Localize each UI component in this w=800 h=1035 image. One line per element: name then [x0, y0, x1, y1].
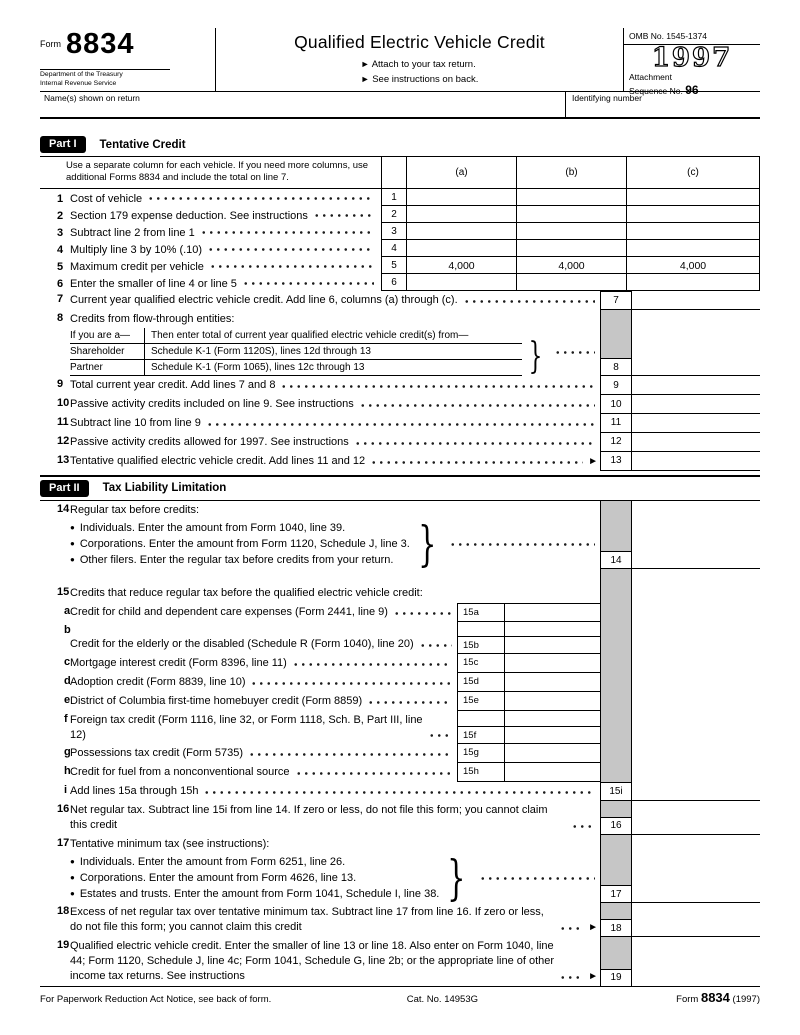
line-15c-row: c Mortgage interest credit (Form 8396, line 11) 15c: [40, 654, 760, 673]
line-17-row: 17 Tentative minimum tax (see instructions):: [40, 835, 760, 854]
shaded-strip: [600, 692, 632, 711]
line-15e-amount[interactable]: [505, 692, 600, 711]
attachment-sequence: Attachment Sequence No. 96: [629, 72, 699, 97]
omb-block: [624, 28, 760, 97]
shaded-strip: [600, 569, 632, 584]
line-3-col-a[interactable]: [407, 223, 517, 240]
line-2-col-c[interactable]: [627, 206, 760, 223]
shaded-strip: [600, 763, 632, 782]
line-7-box: 7: [600, 291, 632, 310]
line-8-box: 8: [601, 358, 631, 375]
part1-header: [40, 134, 760, 157]
line-6-col-c[interactable]: [627, 274, 760, 291]
dotted-leader: [370, 459, 583, 466]
line-9-amount[interactable]: [632, 376, 760, 395]
shaded-strip: [600, 744, 632, 763]
shaded-strip: [600, 501, 632, 520]
form-footer: [40, 987, 760, 1005]
dotted-leader: [419, 642, 452, 649]
shaded-strip: [600, 584, 632, 603]
line-1-col-c[interactable]: [627, 189, 760, 206]
bullet-icon: ●: [70, 857, 75, 867]
name-label: Name(s) shown on return: [44, 93, 140, 103]
dotted-leader: [295, 770, 452, 777]
sequence-number: 96: [685, 82, 699, 97]
line-5-box: 5: [381, 257, 407, 274]
part2-badge: Part II: [40, 480, 89, 497]
bullet-icon: ●: [70, 555, 75, 565]
shaded-strip: [600, 654, 632, 673]
line-9-row: 9 Total current year credit. Add lines 7 and 8 9: [40, 376, 760, 395]
line-8-amount[interactable]: [632, 328, 760, 376]
header-notes: [361, 58, 479, 87]
dotted-leader: [359, 402, 595, 409]
flow-through-table: [70, 328, 522, 376]
line-15e-box: 15e: [457, 692, 505, 711]
line-2-col-a[interactable]: [407, 206, 517, 223]
id-label: Identifying number: [572, 93, 642, 103]
dotted-leader: [248, 751, 452, 758]
line-19-box: 19: [601, 969, 631, 986]
line-15e-row: e District of Columbia first-time homebuyer credit (Form 8859) 15e: [40, 692, 760, 711]
part2-header: [40, 475, 760, 501]
line-1-col-a[interactable]: [407, 189, 517, 206]
bullet-icon: ●: [70, 873, 75, 883]
form-number-block: [40, 28, 215, 91]
line-8-flowthrough-block: [40, 328, 760, 376]
line-3-text: 3 Subtract line 2 from line 1: [40, 223, 381, 240]
line-2-box: 2: [381, 206, 407, 223]
line-16-box-column: [600, 801, 632, 835]
line-5-text: 5 Maximum credit per vehicle: [40, 257, 381, 274]
flow-through-header-row: [70, 328, 522, 344]
arrow-icon: ►: [588, 455, 598, 467]
line-11-amount[interactable]: [632, 414, 760, 433]
line-15i-box: 15i: [600, 782, 632, 801]
spacer-row: [40, 569, 760, 584]
line-15h-row: h Credit for fuel from a nonconventional source 15h: [40, 763, 760, 782]
page-title: Qualified Electric Vehicle Credit: [294, 32, 545, 52]
line-15c-amount[interactable]: [505, 654, 600, 673]
dotted-leader: [559, 974, 583, 981]
line-12-row: 12 Passive activity credits allowed for 1997. See instructions 12: [40, 433, 760, 452]
line-15f-box: 15f: [458, 726, 504, 743]
catalog-number: Cat. No. 14953G: [406, 993, 478, 1005]
line-15d-amount[interactable]: [505, 673, 600, 692]
dotted-leader: [554, 349, 595, 356]
dotted-leader: [207, 246, 374, 253]
line-19-row: 19 Qualified electric vehicle credit. Enter the smaller of line 13 or line 18. Also enter on Form 1040, line 44; Form 1120, Schedule J, line 4c; Form 1041, Schedule G, line 2b; or the appropriate line of other income tax returns. See instructions ► 19: [40, 937, 760, 987]
paperwork-notice: For Paperwork Reduction Act Notice, see back of form.: [40, 993, 272, 1005]
line-15a-amount[interactable]: [505, 603, 600, 622]
line-10-row: 10 Passive activity credits included on line 9. See instructions 10: [40, 395, 760, 414]
column-c-header: (c): [627, 157, 760, 189]
line-6-text: 6 Enter the smaller of line 4 or line 5: [40, 274, 381, 291]
shareholder-row: Shareholder Schedule K-1 (Form 1120S), lines 12d through 13: [70, 344, 522, 360]
line-5-col-c[interactable]: 4,000: [627, 257, 760, 274]
line-13-amount[interactable]: [632, 452, 760, 471]
dotted-leader: [147, 195, 374, 202]
line-4-text: 4 Multiply line 3 by 10% (.10): [40, 240, 381, 257]
dotted-leader: [206, 421, 595, 428]
table-instructions: Use a separate column for each vehicle. If you need more columns, use additional Forms 8834 and include the total on line 7.: [40, 157, 381, 189]
arrow-icon: ►: [588, 970, 598, 982]
dotted-leader: [354, 440, 595, 447]
line-16-box: 16: [601, 817, 631, 834]
line-8-box-column: [600, 328, 632, 376]
line-13-box: 13: [600, 452, 632, 471]
line-11-row: 11 Subtract line 10 from line 9 11: [40, 414, 760, 433]
line-15a-row: a Credit for child and dependent care expenses (Form 2441, line 9) 15a: [40, 603, 760, 622]
line-5-col-a[interactable]: 4,000: [407, 257, 517, 274]
shaded-strip: [600, 835, 632, 854]
line-13-row: 13 Tentative qualified electric vehicle credit. Add lines 11 and 12 ► 13: [40, 452, 760, 471]
arrow-icon: ►: [360, 73, 370, 84]
instructions-note: ► See instructions on back.: [360, 73, 479, 85]
shaded-strip: [600, 711, 632, 745]
line-3-col-b[interactable]: [517, 223, 627, 240]
part1-badge: Part I: [40, 136, 86, 153]
vehicle-columns-table: [40, 157, 760, 291]
line-15-row: 15 Credits that reduce regular tax before the qualified electric vehicle credit:: [40, 584, 760, 603]
dept-line2: Internal Revenue Service: [40, 80, 117, 88]
shaded-strip: [600, 603, 632, 622]
dotted-leader: [479, 875, 595, 882]
line-14-amount[interactable]: [632, 519, 760, 569]
form-number: 8834: [66, 28, 135, 60]
footer-form-id: Form 8834 (1997): [676, 989, 760, 1005]
part1-title: Tentative Credit: [99, 138, 186, 151]
dotted-leader: [250, 680, 452, 687]
line-4-col-a[interactable]: [407, 240, 517, 257]
partner-row: Partner Schedule K-1 (Form 1065), lines 12c through 13: [70, 360, 522, 376]
bullet-icon: ●: [70, 539, 75, 549]
line-15c-box: 15c: [457, 654, 505, 673]
dotted-leader: [242, 280, 374, 287]
line-15i-row: i Add lines 15a through 15h 15i: [40, 782, 760, 801]
line-16-row: 16 Net regular tax. Subtract line 15i from line 14. If zero or less, do not file this form; you cannot claim this credit 16: [40, 801, 760, 835]
line-10-box: 10: [600, 395, 632, 414]
line-1-text: 1 Cost of vehicle: [40, 189, 381, 206]
line-15g-amount[interactable]: [505, 744, 600, 763]
line-number-column-header: [381, 157, 407, 189]
line-15b-amount[interactable]: [505, 622, 600, 654]
line-15b-box: 15b: [458, 636, 504, 653]
line-15f-amount[interactable]: [505, 711, 600, 745]
line-6-box: 6: [381, 274, 407, 291]
line-7-row: 7 Current year qualified electric vehicle credit. Add line 6, columns (a) through (c). 7: [40, 291, 760, 310]
dotted-leader: [393, 610, 452, 617]
dotted-leader: [367, 699, 452, 706]
line-2-col-b[interactable]: [517, 206, 627, 223]
line-5-col-b[interactable]: 4,000: [517, 257, 627, 274]
dotted-leader: [559, 925, 583, 932]
line-19-box-column: [600, 937, 632, 986]
dotted-leader: [209, 263, 374, 270]
line-1-col-b[interactable]: [517, 189, 627, 206]
omb-number: OMB No. 1545-1374: [624, 28, 760, 45]
line-15b-row: b Credit for the elderly or the disabled (Schedule R (Form 1040), line 20) 15b: [40, 622, 760, 654]
line-3-box: 3: [381, 223, 407, 240]
column-b-header: (b): [517, 157, 627, 189]
dotted-leader: [463, 298, 595, 305]
line-15a-box: 15a: [457, 603, 505, 622]
department-block: [40, 69, 170, 89]
line-15d-box: 15d: [457, 673, 505, 692]
identifying-number-field[interactable]: [565, 92, 760, 117]
column-a-header: (a): [407, 157, 517, 189]
shaded-strip: [600, 622, 632, 654]
line-17-bullets-block: ● Individuals. Enter the amount from Form 6251, line 26. ● Corporations. Enter the amount from Form 4626, line 13. ● Estates and trusts. Enter the amount from Form 1041, Schedule I, line 38. } 17: [40, 853, 760, 903]
tax-year: 1997: [651, 43, 733, 73]
dotted-leader: [200, 229, 374, 236]
line-17-amount[interactable]: [632, 853, 760, 903]
line-4-col-b[interactable]: [517, 240, 627, 257]
line-18-box: 18: [601, 919, 631, 936]
shaded-strip: [600, 310, 632, 329]
line-7-amount[interactable]: [632, 291, 760, 310]
line-6-col-b[interactable]: [517, 274, 627, 291]
dotted-leader: [428, 732, 452, 739]
line-19-amount[interactable]: [632, 937, 760, 986]
dotted-leader: [203, 789, 595, 796]
line-15g-box: 15g: [457, 744, 505, 763]
line-18-row: 18 Excess of net regular tax over tentative minimum tax. Subtract line 17 from line 16. If zero or less, do not file this form; you cannot claim this credit ► 18: [40, 903, 760, 937]
name-row: [40, 92, 760, 119]
line-18-amount[interactable]: [632, 903, 760, 937]
line-10-amount[interactable]: [632, 395, 760, 414]
bullet-icon: ●: [70, 523, 75, 533]
line-6-col-a[interactable]: [407, 274, 517, 291]
line-4-box: 4: [381, 240, 407, 257]
shaded-strip: [600, 673, 632, 692]
form-title-block: [215, 28, 624, 91]
then-enter-label: Then enter total of current year qualified electric vehicle credit(s) from—: [144, 328, 522, 343]
name-field[interactable]: [40, 92, 565, 117]
line-3-col-c[interactable]: [627, 223, 760, 240]
arrow-icon: ►: [360, 59, 370, 69]
brace-glyph: }: [528, 336, 543, 378]
line-16-amount[interactable]: [632, 801, 760, 835]
line-8-row: 8 Credits from flow-through entities:: [40, 310, 760, 329]
part2-title: Tax Liability Limitation: [102, 482, 227, 495]
brace-glyph: }: [447, 850, 466, 907]
line-15d-row: d Adoption credit (Form 8839, line 10) 15d: [40, 673, 760, 692]
form-label: Form: [40, 39, 61, 49]
form-header: [40, 28, 760, 97]
line-12-box: 12: [600, 433, 632, 452]
bullet-icon: ●: [70, 889, 75, 899]
brace-glyph: }: [417, 516, 437, 573]
line-12-amount[interactable]: [632, 433, 760, 452]
line-11-box: 11: [600, 414, 632, 433]
line-15g-row: g Possessions tax credit (Form 5735) 15g: [40, 744, 760, 763]
footer-form-number: 8834: [700, 989, 730, 1005]
if-you-are-label: If you are a—: [70, 330, 131, 342]
line-9-box: 9: [600, 376, 632, 395]
dotted-leader: [449, 541, 595, 548]
line-1-box: 1: [381, 189, 407, 206]
dotted-leader: [571, 823, 595, 830]
line-14-bullets-block: ● Individuals. Enter the amount from Form 1040, line 39. ● Corporations. Enter the amount from Form 1120, Schedule J, line 3. ● Other filers. Enter the regular tax before credits from your return. } 14: [40, 519, 760, 569]
line-14-box-column: [600, 519, 632, 569]
line-15h-amount[interactable]: [505, 763, 600, 782]
attach-note: ► Attach to your tax return.: [360, 59, 476, 70]
dotted-leader: [280, 383, 595, 390]
dotted-leader: [313, 212, 374, 219]
line-18-box-column: [600, 903, 632, 937]
arrow-icon: ►: [588, 922, 598, 934]
dotted-leader: [292, 661, 452, 668]
line-17-box-column: [600, 853, 632, 903]
line-4-col-c[interactable]: [627, 240, 760, 257]
dept-line1: Department of the Treasury: [40, 71, 123, 79]
line-15i-amount[interactable]: [632, 782, 760, 801]
line-17-box: 17: [601, 885, 631, 902]
line-14-row: 14 Regular tax before credits:: [40, 501, 760, 520]
line-15h-box: 15h: [457, 763, 505, 782]
line-15f-row: f Foreign tax credit (Form 1116, line 32, or Form 1118, Sch. B, Part III, line 12) 15f: [40, 711, 760, 745]
line-14-box: 14: [601, 551, 631, 568]
line-2-text: 2 Section 179 expense deduction. See instructions: [40, 206, 381, 223]
